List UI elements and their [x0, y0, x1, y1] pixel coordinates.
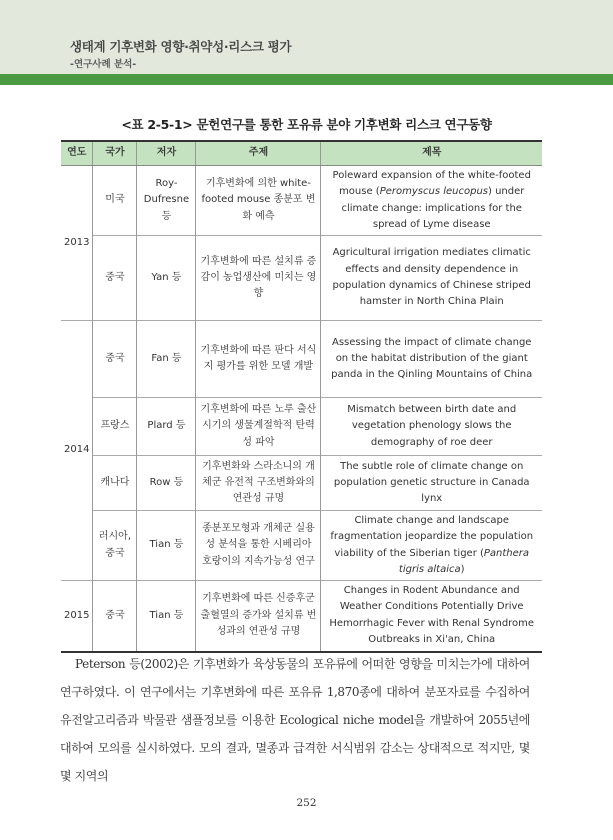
- title-cell: [321, 398, 542, 456]
- table-row: [61, 398, 542, 456]
- author-cell: Fan 등: [137, 321, 196, 398]
- author-cell: Tian 등: [137, 511, 196, 581]
- species-name: Panthera tigris altaica: [398, 547, 530, 575]
- title-cell: [321, 321, 542, 398]
- country-cell: 러시아, 중국: [93, 511, 137, 581]
- topic-cell: 기후변화에 따른 판다 서식지 평가를 위한 모델 개발: [196, 321, 321, 398]
- table-caption: <표 2-5-1> 문헌연구를 통한 포유류 분야 기후변화 리스크 연구동향: [121, 117, 492, 132]
- col-topic: 주제: [196, 141, 321, 166]
- author-cell: Row 등: [137, 456, 196, 511]
- header-subtitle: -연구사례 분석-: [70, 59, 137, 70]
- table-row: [61, 456, 542, 511]
- topic-cell: 기후변화에 따른 노루 출산 시기의 생물계절학적 탄력성 파악: [196, 398, 321, 456]
- title-text: Changes in Rodent Abundance and Weather Conditions Potentially Drive Hemorrhagic Fever with Renal Syndrome Outbreaks in Xi'an, China: [329, 585, 535, 646]
- title-cell: [321, 456, 542, 511]
- title-text: The subtle role of climate change on population genetic structure in Canada lynx: [333, 460, 530, 505]
- header-title: 생태계 기후변화 영향·취약성·리스크 평가: [70, 39, 292, 54]
- author-cell: Yan 등: [137, 236, 196, 321]
- paragraph-text: Peterson 등(2002)은 기후변화가 육상동물의 포유류에 어떠한 영향을 미치는가에 대하여 연구하였다. 이 연구에서는 기후변화에 따른 포유류 1,870종에 대하여 분포자료를 수집하여 유전알고리즘과 박물관 샘플정보를 이용한 Ecological niche model을 개발하여 2055년에 대하여 모의를 실시하였다. 모의 결과, 멸종과 급격한 서식범위 감소는 상대적으로 적지만, 몇몇 지역의: [60, 657, 530, 783]
- country-cell: 중국: [93, 581, 137, 652]
- page-number: 252: [296, 797, 317, 809]
- title-text: Climate change and landscape fragmentation jeopardize the population viability of the Siberian tiger (: [330, 514, 534, 559]
- year-cell: 2014: [61, 321, 93, 581]
- author-cell: Roy-Dufresne 등: [137, 166, 196, 236]
- table-row: [61, 166, 542, 236]
- title-text: Agricultural irrigation mediates climatic effects and density dependence in population dynamics of Chinese striped hamster in North China Plain: [332, 247, 531, 308]
- title-text: Mismatch between birth date and vegetation phenology slows the demography of roe deer: [347, 404, 517, 448]
- country-cell: 중국: [93, 236, 137, 321]
- year-cell: 2013: [61, 166, 93, 321]
- topic-cell: 기후변화와 스라소니의 개체군 유전적 구조변화와의 연관성 규명: [196, 456, 321, 511]
- country-cell: 미국: [93, 166, 137, 236]
- title-cell: [321, 511, 542, 581]
- title-cell: [321, 236, 542, 321]
- header-divider: [0, 74, 613, 85]
- research-table: [61, 140, 542, 653]
- col-country: 국가: [93, 141, 137, 166]
- author-cell: Plard 등: [137, 398, 196, 456]
- species-name: Peromyscus leucopus: [379, 186, 488, 198]
- title-text-end: ): [460, 563, 465, 575]
- table-row: [61, 236, 542, 321]
- title-cell: [321, 581, 542, 652]
- author-cell: Tian 등: [137, 581, 196, 652]
- table-row: [61, 511, 542, 581]
- topic-cell: 기후변화에 의한 white-footed mouse 종분포 변화 예측: [196, 166, 321, 236]
- table-row: [61, 321, 542, 398]
- col-year: 연도: [61, 141, 93, 166]
- topic-cell: 기후변화에 따른 신증후군출혈열의 증가와 설치류 번성과의 연관성 규명: [196, 581, 321, 652]
- col-author: 저자: [137, 141, 196, 166]
- title-cell: [321, 166, 542, 236]
- body-paragraph: [60, 650, 542, 790]
- title-text: Poleward expansion of the white-footed mouse (: [332, 169, 531, 198]
- country-cell: 프랑스: [93, 398, 137, 456]
- table-row: [61, 581, 542, 652]
- country-cell: 캐나다: [93, 456, 137, 511]
- topic-cell: 기후변화에 따른 설치류 증감이 농업생산에 미치는 영향: [196, 236, 321, 321]
- topic-cell: 종분포모형과 개체군 실용성 분석을 통한 시베리아 호랑이의 지속가능성 연구: [196, 511, 321, 581]
- title-text: Assessing the impact of climate change on the habitat distribution of the giant panda in the Qinling Mountains of China: [331, 336, 533, 381]
- running-header: [0, 0, 613, 74]
- table-header-row: [61, 141, 542, 166]
- col-title: 제목: [321, 141, 542, 166]
- title-text-end: ) under climate change: implications for the spread of Lyme disease: [341, 186, 525, 230]
- year-cell: 2015: [61, 581, 93, 652]
- country-cell: 중국: [93, 321, 137, 398]
